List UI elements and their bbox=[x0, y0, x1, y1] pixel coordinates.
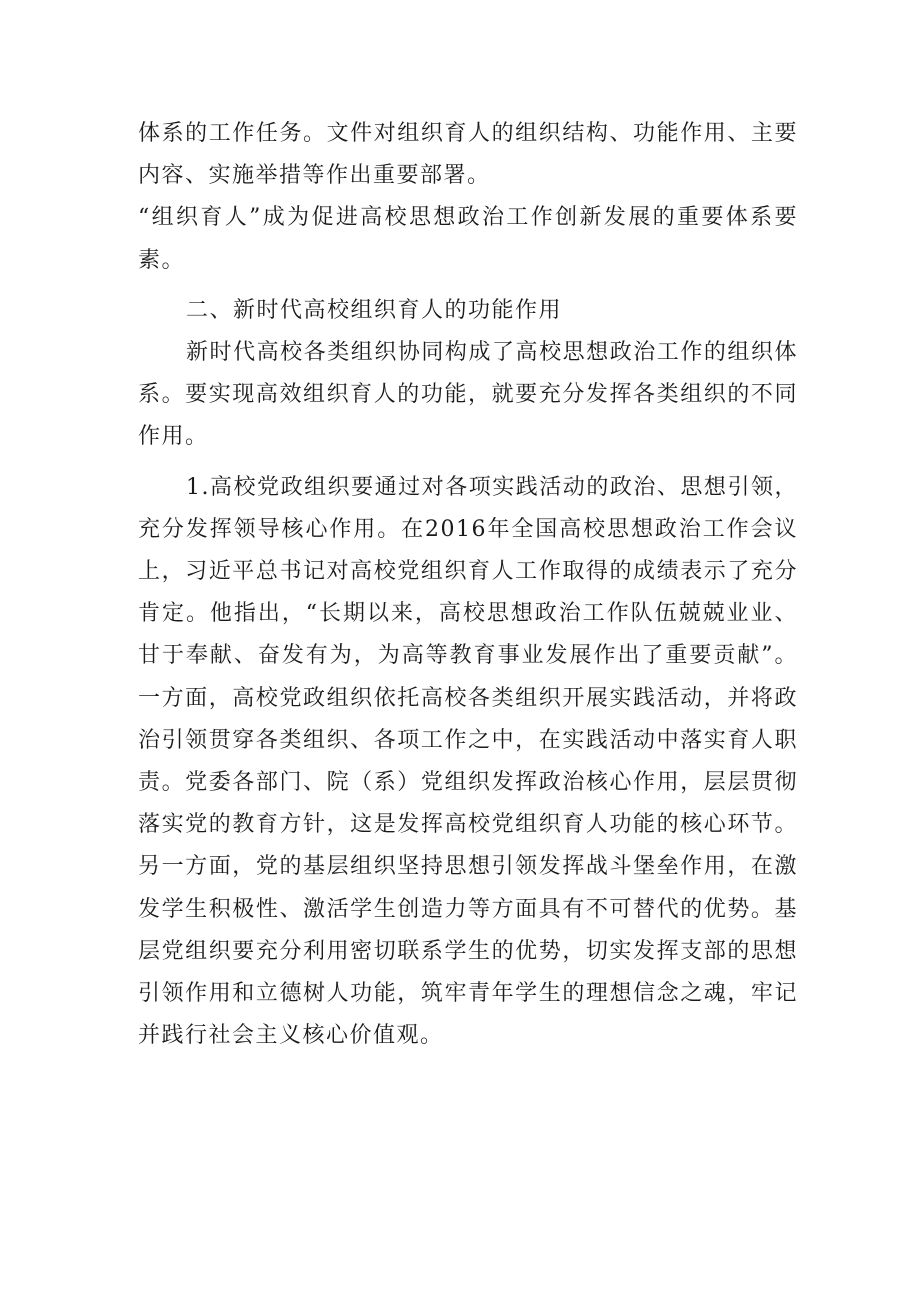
document-body bbox=[138, 113, 798, 1057]
section-heading: 二、新时代高校组织育人的功能作用 bbox=[186, 297, 563, 323]
paragraph-party-organization: 1.高校党政组织要通过对各项实践活动的政治、思想引领，充分发挥领导核心作用。在2016年全国高校思想政治工作会议上，习近平总书记对高校党组织育人工作取得的成绩表示了充分肯定。他指出，“长期以来，高校思想政治工作队伍兢兢业业、甘于奉献、奋发有为，为高等教育事业发展作出了重要贡献”。一方面，高校党政组织依托高校各类组织开展实践活动，并将政治引领贯穿各类组织、各项工作之中，在实践活动中落实育人职责。党委各部门、院（系）党组织发挥政治核心作用，层层贯彻落实党的教育方针，这是发挥高校党组织育人功能的核心环节。另一方面，党的基层组织坚持思想引领发挥战斗堡垒作用，在激发学生积极性、激活学生创造力等方面具有不可替代的优势。基层党组织要充分利用密切联系学生的优势，切实发挥支部的思想引领作用和立德树人功能，筑牢青年学生的理想信念之魂，牢记并践行社会主义核心价值观。 bbox=[138, 474, 798, 1049]
paragraph-continuation: 体系的工作任务。文件对组织育人的组织结构、功能作用、主要内容、实施举措等作出重要部署。 bbox=[138, 121, 798, 189]
paragraph-organization-system: 新时代高校各类组织协同构成了高校思想政治工作的组织体系。要实现高效组织育人的功能，就要充分发挥各类组织的不同作用。 bbox=[138, 340, 798, 450]
paragraph-organizational-education: “组织育人”成为促进高校思想政治工作创新发展的重要体系要素。 bbox=[138, 205, 798, 273]
